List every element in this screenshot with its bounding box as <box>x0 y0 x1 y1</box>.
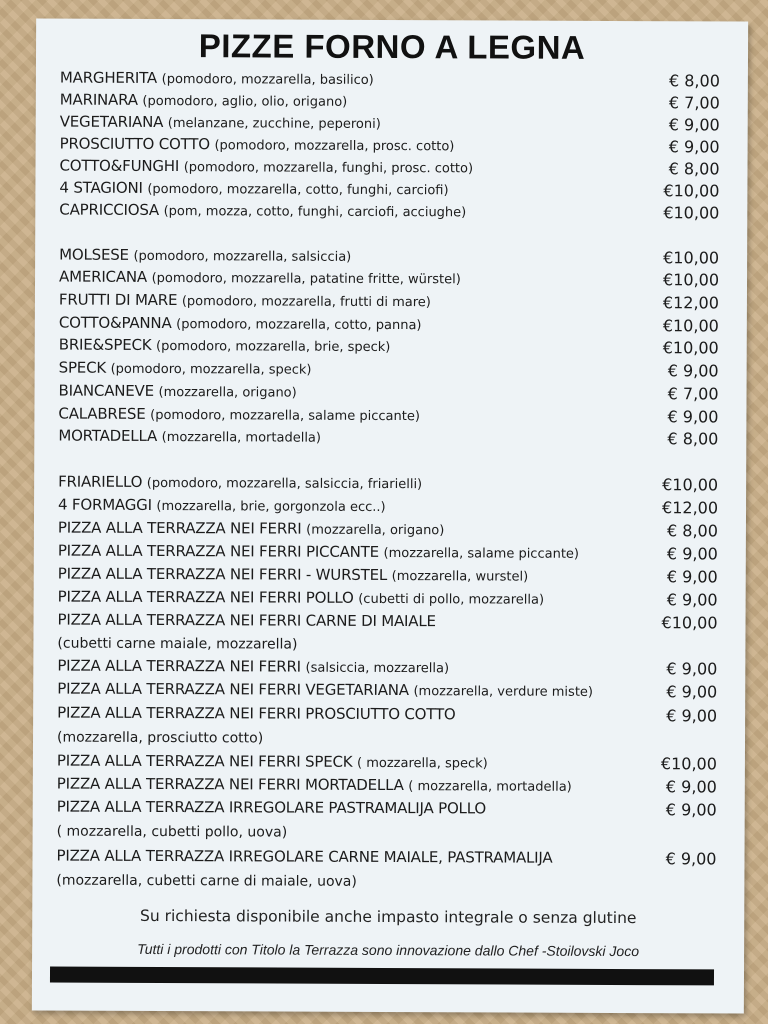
item-name: PIZZA ALLA TERRAZZA IRREGOLARE PASTRAMALIJA POLLO <box>56 797 487 818</box>
item-price: €10,00 <box>663 181 720 201</box>
item-name: MARINARA <box>59 90 138 109</box>
item-price: €10,00 <box>663 203 720 223</box>
item-price: €10,00 <box>663 270 720 290</box>
item-desc: (pomodoro, mozzarella, salsiccia) <box>133 248 352 265</box>
menu-item <box>58 473 718 498</box>
menu-item <box>60 91 720 116</box>
item-desc: ( mozzarella, speck) <box>357 755 488 772</box>
item-price: €10,00 <box>660 754 717 774</box>
item-subdesc: (mozzarella, cubetti carne di maiale, uova) <box>56 872 357 890</box>
menu-item <box>58 382 718 407</box>
item-desc: (pomodoro, mozzarella, patatine fritte, würstel) <box>151 270 461 288</box>
item-price: €12,00 <box>662 498 719 518</box>
menu-item <box>57 704 717 729</box>
item-name: PIZZA ALLA TERRAZZA NEI FERRI <box>57 518 302 538</box>
item-desc: (pomodoro, mozzarella, speck) <box>110 361 312 378</box>
item-name: PIZZA ALLA TERRAZZA NEI FERRI - WURSTEL <box>57 564 388 584</box>
menu-item <box>58 542 718 567</box>
item-name: SPECK <box>58 358 107 377</box>
item-desc: (mozzarella, origano) <box>158 384 297 401</box>
item-name: CAPRICCIOSA <box>59 200 160 219</box>
item-desc: (pomodoro, mozzarella, basilico) <box>161 71 374 88</box>
menu-item <box>57 775 717 800</box>
item-desc: (cubetti di pollo, mozzarella) <box>358 591 545 608</box>
item-name: AMERICANA <box>59 267 148 286</box>
menu-item <box>58 565 718 590</box>
menu-item <box>59 291 719 316</box>
item-price: € 9,00 <box>666 590 718 610</box>
item-name: FRUTTI DI MARE <box>58 290 178 310</box>
menu-item <box>57 657 717 682</box>
item-name: CALABRESE <box>58 404 146 423</box>
item-desc: (pom, mozza, cotto, funghi, carciofi, acciughe) <box>163 204 467 221</box>
item-desc: (mozzarella, brie, gorgonzola ecc..) <box>156 498 386 515</box>
item-price: € 9,00 <box>667 361 719 381</box>
item-name: COTTO&PANNA <box>58 313 172 333</box>
item-desc: (salsiccia, mozzarella) <box>305 660 450 677</box>
item-name: PIZZA ALLA TERRAZZA NEI FERRI PICCANTE <box>57 541 379 561</box>
item-desc: (melanzane, zucchine, peperoni) <box>167 116 381 132</box>
item-name: BIANCANEVE <box>58 381 154 400</box>
dough-note: Su richiesta disponibile anche impasto integrale o senza glutine <box>140 906 637 928</box>
menu-item <box>57 798 717 823</box>
menu-item <box>60 135 720 160</box>
menu-item <box>59 179 719 204</box>
menu-item <box>59 246 719 271</box>
item-desc: (pomodoro, mozzarella, salsiccia, friarielli) <box>146 475 423 493</box>
item-name: PIZZA ALLA TERRAZZA NEI FERRI VEGETARIANA <box>57 679 409 700</box>
item-name: MOLSESE <box>59 245 129 264</box>
item-desc: (pomodoro, mozzarella, frutti di mare) <box>181 294 431 311</box>
item-price: € 7,00 <box>667 384 719 404</box>
item-name: PROSCIUTTO COTTO <box>59 134 210 154</box>
item-desc: (mozzarella, salame piccante) <box>383 545 580 562</box>
item-name: PIZZA ALLA TERRAZZA NEI FERRI SPECK <box>56 751 353 771</box>
item-price: € 9,00 <box>666 544 718 564</box>
item-desc: (pomodoro, mozzarella, salame piccante) <box>150 407 420 425</box>
menu-item <box>59 314 719 339</box>
footer-bar <box>50 967 714 986</box>
item-subdesc: (mozzarella, prosciutto cotto) <box>56 729 264 747</box>
item-price: € 9,00 <box>666 706 718 726</box>
item-name: PIZZA ALLA TERRAZZA NEI FERRI MORTADELLA <box>56 774 404 795</box>
item-price: €10,00 <box>663 248 720 268</box>
menu-item <box>59 268 719 293</box>
item-price: €12,00 <box>662 293 719 313</box>
item-name: PIZZA ALLA TERRAZZA IRREGOLARE CARNE MAIALE, PASTRAMALIJA <box>56 846 553 867</box>
menu-item <box>58 588 718 613</box>
item-price: €10,00 <box>662 338 719 358</box>
item-price: € 9,00 <box>665 849 717 869</box>
item-price: € 9,00 <box>665 800 717 820</box>
item-subdesc: (cubetti carne maiale, mozzarella) <box>57 635 298 653</box>
item-desc: ( mozzarella, mortadella) <box>408 779 572 795</box>
item-name: FRIARIELLO <box>58 472 143 491</box>
item-desc: (mozzarella, origano) <box>306 522 445 539</box>
item-price: € 9,00 <box>668 115 720 135</box>
menu-item <box>57 611 717 636</box>
item-name: MORTADELLA <box>58 426 158 445</box>
item-name: VEGETARIANA <box>59 112 164 132</box>
menu-item <box>57 680 717 705</box>
item-name: BRIE&SPECK <box>58 335 152 354</box>
item-price: € 9,00 <box>666 682 718 702</box>
menu-item <box>58 496 718 521</box>
item-name: PIZZA ALLA TERRAZZA NEI FERRI CARNE DI MAIALE <box>57 610 436 631</box>
item-name: 4 FORMAGGI <box>58 495 152 514</box>
item-subdesc: ( mozzarella, cubetti pollo, uova) <box>56 823 288 841</box>
menu-item <box>58 519 718 544</box>
item-desc: (pomodoro, mozzarella, funghi, prosc. cotto) <box>183 160 474 177</box>
item-name: PIZZA ALLA TERRAZZA NEI FERRI POLLO <box>57 587 354 607</box>
item-price: €10,00 <box>662 475 719 495</box>
item-name: COTTO&FUNGHI <box>59 156 180 176</box>
item-price: € 9,00 <box>667 407 719 427</box>
item-price: € 8,00 <box>668 159 720 179</box>
menu-item <box>60 113 720 138</box>
item-price: € 8,00 <box>668 71 720 91</box>
menu-item <box>60 69 720 94</box>
menu-item <box>59 157 719 182</box>
item-price: €10,00 <box>661 613 718 633</box>
item-desc: (pomodoro, mozzarella, cotto, funghi, carciofi) <box>147 181 449 199</box>
item-price: € 9,00 <box>666 567 718 587</box>
item-name: PIZZA ALLA TERRAZZA NEI FERRI <box>57 656 301 676</box>
item-desc: (mozzarella, mortadella) <box>161 430 322 446</box>
menu-item <box>59 336 719 361</box>
item-price: € 9,00 <box>668 137 720 157</box>
item-name: PIZZA ALLA TERRAZZA NEI FERRI PROSCIUTTO COTTO <box>57 703 456 724</box>
item-price: € 9,00 <box>665 777 717 797</box>
item-name: 4 STAGIONI <box>59 178 143 197</box>
item-desc: (pomodoro, aglio, olio, origano) <box>142 93 348 110</box>
menu-item <box>58 405 718 430</box>
item-desc: (pomodoro, mozzarella, cotto, panna) <box>176 317 422 334</box>
item-price: € 8,00 <box>667 429 719 449</box>
item-price: € 7,00 <box>668 93 720 113</box>
item-desc: (pomodoro, mozzarella, brie, speck) <box>155 338 391 356</box>
menu-item <box>58 427 718 452</box>
menu-item <box>56 847 716 872</box>
menu-item <box>59 201 719 226</box>
menu-item <box>59 359 719 384</box>
item-desc: (pomodoro, mozzarella, prosc. cotto) <box>214 138 455 155</box>
menu-title: PIZZE FORNO A LEGNA <box>198 27 586 66</box>
item-desc: (mozzarella, wurstel) <box>391 569 529 585</box>
item-price: €10,00 <box>662 316 719 336</box>
item-desc: (mozzarella, verdure miste) <box>413 684 594 700</box>
item-price: € 8,00 <box>667 521 718 541</box>
item-price: € 9,00 <box>666 659 718 679</box>
menu-item <box>57 752 717 777</box>
menu-card <box>32 18 748 1013</box>
item-name: MARGHERITA <box>59 68 158 87</box>
chef-credit: Tutti i prodotti con Titolo la Terrazza sono innovazione dallo Chef -Stoilovski Joco <box>137 940 640 960</box>
